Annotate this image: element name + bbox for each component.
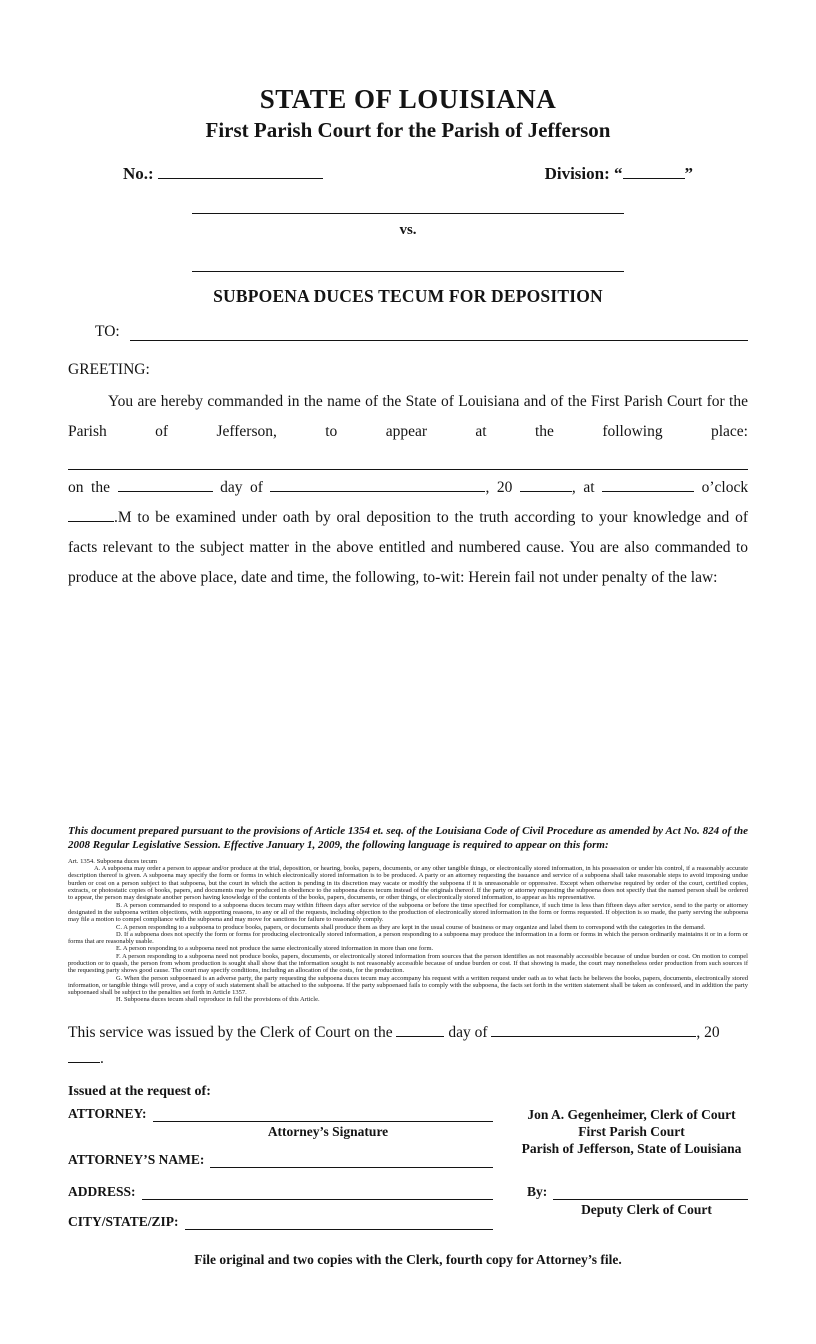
meridiem-blank xyxy=(68,507,114,522)
address-row xyxy=(68,1184,493,1200)
attorney-label: ATTORNEY: xyxy=(68,1105,147,1121)
statute-paragraph-h: H. Subpoena duces tecum shall reproduce in full the provisions of this Article. xyxy=(116,996,320,1004)
attorney-name-label: ATTORNEY’S NAME: xyxy=(68,1151,205,1167)
service-text-2: day of xyxy=(448,1023,488,1041)
deputy-by-row xyxy=(515,1184,748,1200)
statute-heading: Art. 1354. Subpoena duces tecum xyxy=(68,858,157,866)
service-text-4: . xyxy=(100,1049,104,1067)
attorney-name-blank xyxy=(210,1153,493,1168)
clerk-court: First Parish Court xyxy=(578,1123,685,1139)
form-title: SUBPOENA DUCES TECUM FOR DEPOSITION xyxy=(213,286,603,307)
appearance-text-day-of: day of xyxy=(220,479,263,497)
to-label: TO: xyxy=(95,323,120,341)
appearance-text-body: .M to be examined under oath by oral deposition to the truth according to your knowledge and of facts relevant to the subject matter in the above entitled and numbered cause. You are also commanded to produce at the above place, date and time, the following, to-wit: Herein fail not under penalty of the law: xyxy=(68,509,748,587)
statute-paragraph-b: B. A person commanded to respond to a subpoena duces tecum may within fifteen days after service of the subpoena or before the time specified for compliance, if such time is less than fifteen days after service, send to the party or attorney designated in the subpoena written objections, with supporting reasons, to any or all of the requests, including objection to the production of electronically stored information in the form or forms requested. If objection is so made, the party serving the subpoena may file a motion to compel compliance with the subpoena and may move for sanctions for failure to reasonably comply. xyxy=(68,901,748,924)
case-number-blank xyxy=(158,163,323,179)
service-issued-line xyxy=(68,1020,748,1072)
statute-paragraph-g: G. When the person subpoenaed is an adverse party, the party requesting the subpoena duces tecum may accompany his request with a written request under oath as to what facts he believes the books, papers, documents, electronically stored information, or tangible things will prove, and a copy of such statement shall be attached to the subpoena. If the party subpoenaed fails to comply with the subpoena, the facts set forth in the written statement shall be taken as confessed, and in addition the party subpoenaed shall be subject to the penalties set forth in Article 1357. xyxy=(68,974,748,997)
division-open-quote: “ xyxy=(614,164,623,184)
year-blank xyxy=(520,477,572,492)
city-state-zip-blank xyxy=(185,1215,493,1230)
day-blank xyxy=(118,477,213,492)
court-title: First Parish Court for the Parish of Jefferson xyxy=(205,118,611,142)
service-text-1: This service was issued by the Clerk of Court on the xyxy=(68,1023,393,1041)
footer-instruction: File original and two copies with the Clerk, fourth copy for Attorney’s file. xyxy=(194,1251,622,1267)
city-state-zip-label: CITY/STATE/ZIP: xyxy=(68,1213,179,1229)
clerk-name: Jon A. Gegenheimer, Clerk of Court xyxy=(527,1106,736,1122)
statute-paragraph-a: A. A subpoena may order a person to appear and/or produce at the trial, deposition, or hearing, books, papers, documents, or any other tangible things, or electronically stored information, in his possession or under his control, if a reasonably accurate description thereof is given. A subpoena may specify the form or forms in which electronically stored information is to be produced. A party or an attorney requesting the issuance and service of a subpoena shall take reasonable steps to avoid imposing undue burden or cost on a person subject to that subpoena, but the court in which the action is pending in its discretion may vacate or modify the subpoena if it is unreasonable or oppressive. Except when otherwise required by order of the court, certified copies, extracts, or photostatic copies of books, papers, and documents may be produced in obedience to the subpoena duces tecum instead of the originals thereof. If the party or attorney requesting the subpoena does not specify that the named person shall be ordered to appear, the person may designate another person having knowledge of the contents of the books, papers, documents, or other things, or electronically stored information, to appear as his representative. xyxy=(68,865,748,902)
case-number-label: No.: xyxy=(123,164,154,184)
defendant-name-line xyxy=(192,242,624,272)
attorney-signature-blank xyxy=(153,1107,493,1122)
case-header-row xyxy=(123,163,693,184)
to-blank xyxy=(130,324,748,341)
state-title: STATE OF LOUISIANA xyxy=(259,84,557,114)
division-blank xyxy=(623,163,685,179)
statute-paragraph-d: D. If a subpoena does not specify the form or forms for producing electronically stored information, a person responding to a subpoena may produce the information in a form or forms in which the person ordinarily maintains it or in a form or forms that are reasonably usable. xyxy=(68,930,748,946)
appearance-text-on-the: on the xyxy=(68,479,110,497)
address-label: ADDRESS: xyxy=(68,1183,136,1199)
statute-paragraph-f: F. A person responding to a subpoena need not produce books, papers, documents, or electronically stored information from sources that the person identifies as not reasonably accessible because of undue burden or cost. On motion to compel production or to quash, the person from whom production is sought shall show that the information sought is not reasonably accessible because of undue burden or cost. If that showing is made, the court may nonetheless order production from such sources if the requesting party shows good cause. The court may specify conditions, including an allocation of the costs, for the production. xyxy=(68,952,748,975)
attorney-signature-caption: Attorney’s Signature xyxy=(267,1123,389,1139)
attorney-name-row xyxy=(68,1152,493,1168)
service-month-blank xyxy=(491,1022,696,1037)
by-label: By: xyxy=(527,1183,548,1199)
service-year-blank xyxy=(68,1048,100,1063)
clerk-column xyxy=(493,1106,748,1230)
case-number-row xyxy=(123,163,323,184)
appearance-text-at: , at xyxy=(571,479,595,497)
issued-request-label: Issued at the request of: xyxy=(68,1083,211,1099)
time-blank xyxy=(602,477,694,492)
plaintiff-name-line xyxy=(192,196,624,214)
address-blank xyxy=(142,1185,493,1200)
statute-paragraph-c: C. A person responding to a subpoena to produce books, papers, or documents shall produce them as they are kept in the usual course of business or may organize and label them to correspond with the categories in the demand. xyxy=(116,923,706,931)
division-row xyxy=(545,163,693,184)
deputy-clerk-signature-blank xyxy=(553,1185,748,1200)
case-caption xyxy=(192,196,624,272)
division-label: Division: xyxy=(544,164,610,184)
appearance-text-twenty: , 20 xyxy=(485,479,513,497)
production-list-space xyxy=(68,593,748,825)
command-paragraph: You are hereby commanded in the name of the State of Louisiana and of the First Parish Court for the Parish of Jefferson, to appear at the following place: xyxy=(68,393,748,441)
statute-text xyxy=(68,865,748,1004)
signature-block xyxy=(68,1106,748,1230)
appearance-paragraph xyxy=(68,473,748,593)
vs-label: vs. xyxy=(399,222,417,239)
service-day-blank xyxy=(396,1022,444,1037)
to-row xyxy=(68,323,748,341)
attorney-row xyxy=(68,1106,493,1122)
month-blank xyxy=(270,477,485,492)
city-state-zip-row xyxy=(68,1214,493,1230)
greeting-label: GREETING: xyxy=(68,361,150,379)
statute-paragraph-e: E. A person responding to a subpoena need not produce the same electronically stored information in more than one form. xyxy=(116,945,434,953)
division-close-quote: ” xyxy=(684,164,693,184)
appearance-text-oclock: o’clock xyxy=(701,479,749,497)
service-text-3: , 20 xyxy=(696,1023,720,1041)
attorney-column xyxy=(68,1106,493,1230)
deputy-clerk-caption: Deputy Clerk of Court xyxy=(581,1201,712,1217)
clerk-parish: Parish of Jefferson, State of Louisiana xyxy=(521,1140,742,1156)
statute-preamble: This document prepared pursuant to the provisions of Article 1354 et. seq. of the Louisiana Code of Civil Procedure as amended by Act No. 824 of the 2008 Regular Legislative Session. Effective January 1, 2009, the following language is required to appear on this form: xyxy=(68,825,748,851)
place-blank-line xyxy=(68,447,748,470)
